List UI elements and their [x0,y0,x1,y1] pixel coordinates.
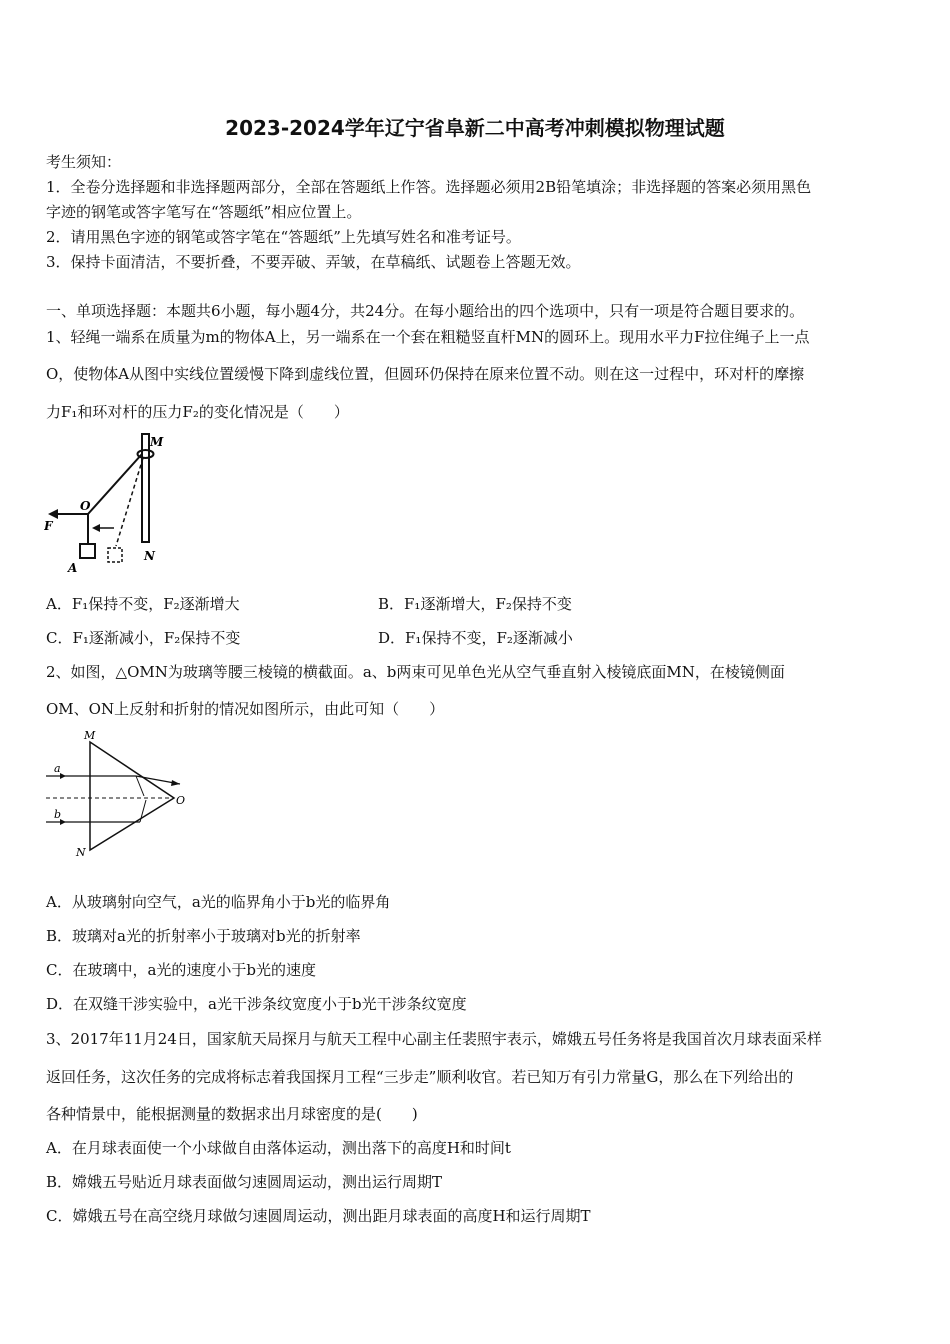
label-a: a [54,762,61,775]
q3-option-a: A．在月球表面使一个小球做自由落体运动，测出落下的高度H和时间t [46,1139,511,1157]
q1-line-3: 力F₁和环对杆的压力F₂的变化情况是（ ） [46,403,349,421]
q2-option-a: A．从玻璃射向空气，a光的临界角小于b光的临界角 [46,893,391,911]
notice-line-1b: 字迹的钢笔或答字笔写在“答题纸”相应位置上。 [46,203,362,221]
q3-option-b: B．嫦娥五号贴近月球表面做匀速圆周运动，测出运行周期T [46,1173,443,1191]
block-a-dashed [108,548,122,562]
section-heading: 一、单项选择题：本题共6小题，每小题4分，共24分。在每小题给出的四个选项中，只有一项是符合题目要求的。 [46,302,805,320]
ray-a-arrow [60,773,66,779]
label-o: O [176,794,186,807]
q3-option-c: C．嫦娥五号在高空绕月球做匀速圆周运动，测出距月球表面的高度H和运行周期T [46,1207,591,1225]
label-m: M [84,729,96,742]
q1-option-c: C．F₁逐渐减小，F₂保持不变 [46,629,241,647]
q1-option-b: B．F₁逐渐增大，F₂保持不变 [378,595,572,613]
rope-solid [88,454,142,514]
ray-a-reflect [136,776,144,796]
label-n: N [76,846,86,859]
q2-figure [40,726,200,860]
label-m: M [150,435,164,449]
notice-line-1a: 1．全卷分选择题和非选择题两部分，全部在答题纸上作答。选择题必须用2B铅笔填涂；非选择题的答案必须用黑色 [46,178,812,196]
label-b: b [54,808,62,821]
q2-line-1: 2、如图，△OMN为玻璃等腰三棱镜的横截面。a、b两束可见单色光从空气垂直射入棱镜底面MN，在棱镜侧面 [46,663,785,681]
q3-line-3: 各种情景中，能根据测量的数据求出月球密度的是( ) [46,1105,418,1123]
q1-figure [44,428,174,574]
q1-option-a: A．F₁保持不变，F₂逐渐增大 [46,595,240,613]
q2-option-c: C．在玻璃中，a光的速度小于b光的速度 [46,961,317,979]
rope-dashed [116,458,143,546]
ray-b-reflect [140,800,146,822]
q1-option-d: D．F₁保持不变，F₂逐渐减小 [378,629,573,647]
q3-line-1: 3、2017年11月24日，国家航天局探月与航天工程中心副主任裴照宇表示，嫦娥五号任务将是我国首次月球表面采样 [46,1030,822,1048]
label-a: A [68,561,78,574]
label-o: O [80,499,91,513]
q1-line-2: O，使物体A从图中实线位置缓慢下降到虚线位置，但圆环仍保持在原来位置不动。则在这一过程中，环对杆的摩擦 [46,365,805,383]
label-f: F [44,519,53,533]
q2-line-2: OM、ON上反射和折射的情况如图所示，由此可知（ ） [46,700,445,718]
q2-option-b: B．玻璃对a光的折射率小于玻璃对b光的折射率 [46,927,361,945]
notice-heading: 考生须知： [46,153,122,171]
ray-a-out-arrow [171,780,180,786]
q3-line-2: 返回任务，这次任务的完成将标志着我国探月工程“三步走”顺利收官。若已知万有引力常量G，那么在下列给出的 [46,1068,794,1086]
page-title: 2023-2024学年辽宁省阜新二中高考冲刺模拟物理试题 [225,116,725,140]
prism [90,742,174,850]
notice-line-2: 2．请用黑色字迹的钢笔或答字笔在“答题纸”上先填写姓名和准考证号。 [46,228,521,246]
force-arrowhead [48,509,58,519]
label-n: N [144,549,155,563]
q2-option-d: D．在双缝干涉实验中，a光干涉条纹宽度小于b光干涉条纹宽度 [46,995,467,1013]
q1-line-1: 1、轻绳一端系在质量为m的物体A上，另一端系在一个套在粗糙竖直杆MN的圆环上。现用水平力F拉住绳子上一点 [46,328,810,346]
notice-line-3: 3．保持卡面清洁，不要折叠，不要弄破、弄皱，在草稿纸、试题卷上答题无效。 [46,253,581,271]
block-a-solid [80,544,95,558]
dashed-arrowhead [92,524,100,532]
